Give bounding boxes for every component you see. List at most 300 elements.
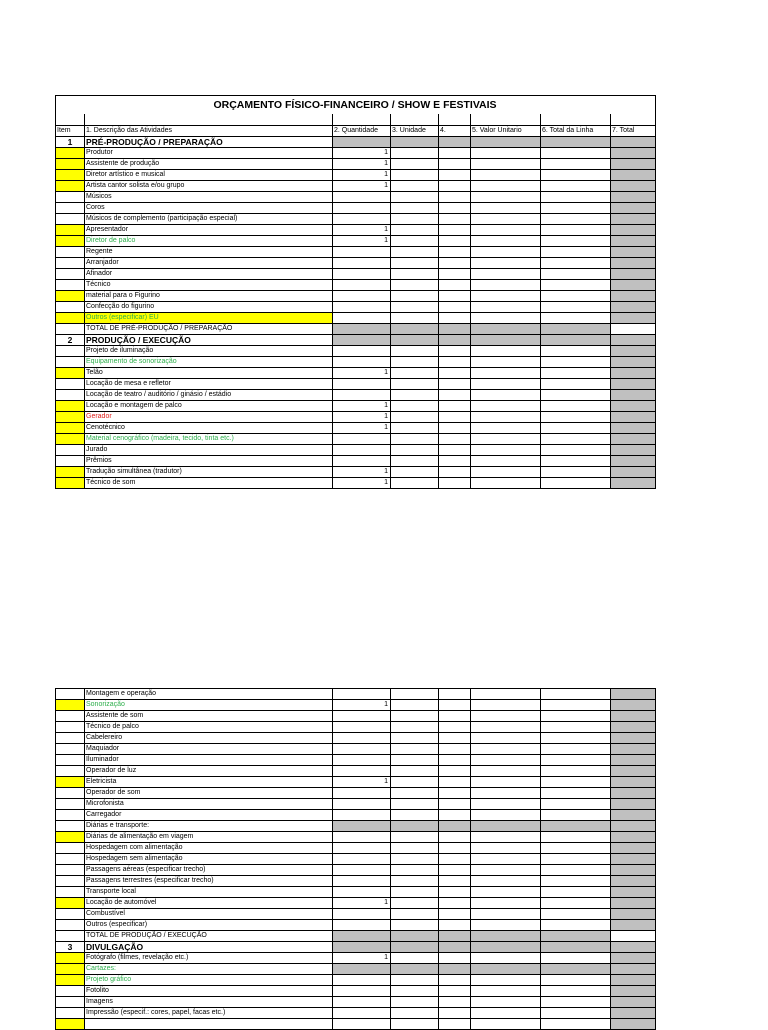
unit-value-cell[interactable] xyxy=(471,379,541,390)
unit-value-cell[interactable] xyxy=(471,192,541,203)
line-total-cell[interactable] xyxy=(541,148,611,159)
unit-value-cell[interactable] xyxy=(471,909,541,920)
quantity-cell[interactable] xyxy=(333,1008,391,1019)
unit-value-cell[interactable] xyxy=(471,181,541,192)
unit-cell[interactable] xyxy=(391,733,439,744)
quantity-cell[interactable]: 1 xyxy=(333,225,391,236)
unit-cell[interactable] xyxy=(391,379,439,390)
line-total-cell[interactable] xyxy=(541,225,611,236)
quantity-cell[interactable] xyxy=(333,214,391,225)
unit-cell[interactable] xyxy=(391,346,439,357)
unit-value-cell[interactable] xyxy=(471,975,541,986)
quantity-cell[interactable]: 1 xyxy=(333,181,391,192)
quantity-cell[interactable]: 1 xyxy=(333,478,391,489)
quantity-cell[interactable] xyxy=(333,445,391,456)
total-cell[interactable] xyxy=(611,148,656,159)
col4-cell[interactable] xyxy=(439,1008,471,1019)
line-total-cell[interactable] xyxy=(541,876,611,887)
col4-cell[interactable] xyxy=(439,456,471,467)
total-cell[interactable] xyxy=(611,799,656,810)
col4-cell[interactable] xyxy=(439,346,471,357)
total-cell[interactable] xyxy=(611,170,656,181)
quantity-cell[interactable] xyxy=(333,379,391,390)
unit-value-cell[interactable] xyxy=(471,1019,541,1030)
total-cell[interactable] xyxy=(611,997,656,1008)
unit-value-cell[interactable] xyxy=(471,788,541,799)
col4-cell[interactable] xyxy=(439,876,471,887)
col4-cell[interactable] xyxy=(439,799,471,810)
quantity-cell[interactable] xyxy=(333,346,391,357)
unit-cell[interactable] xyxy=(391,821,439,832)
unit-value-cell[interactable] xyxy=(471,390,541,401)
unit-value-cell[interactable] xyxy=(471,689,541,700)
col4-cell[interactable] xyxy=(439,755,471,766)
quantity-cell[interactable]: 1 xyxy=(333,412,391,423)
total-cell[interactable] xyxy=(611,975,656,986)
unit-value-cell[interactable] xyxy=(471,214,541,225)
line-total-cell[interactable] xyxy=(541,799,611,810)
line-total-cell[interactable] xyxy=(541,997,611,1008)
unit-value-cell[interactable] xyxy=(471,700,541,711)
line-total-cell[interactable] xyxy=(541,920,611,931)
col4-cell[interactable] xyxy=(439,975,471,986)
line-total-cell[interactable] xyxy=(541,159,611,170)
col4-cell[interactable] xyxy=(439,832,471,843)
quantity-cell[interactable] xyxy=(333,799,391,810)
unit-cell[interactable] xyxy=(391,689,439,700)
total-cell[interactable] xyxy=(611,291,656,302)
line-total-cell[interactable] xyxy=(541,964,611,975)
total-cell[interactable] xyxy=(611,456,656,467)
line-total-cell[interactable] xyxy=(541,865,611,876)
total-cell[interactable] xyxy=(611,445,656,456)
unit-cell[interactable] xyxy=(391,302,439,313)
unit-value-cell[interactable] xyxy=(471,755,541,766)
unit-value-cell[interactable] xyxy=(471,711,541,722)
total-cell[interactable] xyxy=(611,909,656,920)
col4-cell[interactable] xyxy=(439,203,471,214)
unit-cell[interactable] xyxy=(391,324,439,335)
col4-cell[interactable] xyxy=(439,909,471,920)
col4-cell[interactable] xyxy=(439,401,471,412)
total-cell[interactable] xyxy=(611,335,656,346)
quantity-cell[interactable] xyxy=(333,788,391,799)
line-total-cell[interactable] xyxy=(541,711,611,722)
col4-cell[interactable] xyxy=(439,898,471,909)
quantity-cell[interactable] xyxy=(333,810,391,821)
unit-value-cell[interactable] xyxy=(471,225,541,236)
unit-cell[interactable] xyxy=(391,192,439,203)
col4-cell[interactable] xyxy=(439,766,471,777)
line-total-cell[interactable] xyxy=(541,953,611,964)
unit-cell[interactable] xyxy=(391,810,439,821)
total-cell[interactable] xyxy=(611,423,656,434)
total-cell[interactable] xyxy=(611,302,656,313)
total-cell[interactable] xyxy=(611,777,656,788)
unit-value-cell[interactable] xyxy=(471,986,541,997)
quantity-cell[interactable] xyxy=(333,203,391,214)
unit-value-cell[interactable] xyxy=(471,324,541,335)
unit-cell[interactable] xyxy=(391,711,439,722)
quantity-cell[interactable] xyxy=(333,247,391,258)
quantity-cell[interactable] xyxy=(333,258,391,269)
unit-cell[interactable] xyxy=(391,423,439,434)
total-cell[interactable] xyxy=(611,1008,656,1019)
line-total-cell[interactable] xyxy=(541,357,611,368)
quantity-cell[interactable] xyxy=(333,986,391,997)
unit-cell[interactable] xyxy=(391,722,439,733)
unit-cell[interactable] xyxy=(391,434,439,445)
unit-cell[interactable] xyxy=(391,456,439,467)
quantity-cell[interactable] xyxy=(333,390,391,401)
unit-cell[interactable] xyxy=(391,876,439,887)
quantity-cell[interactable] xyxy=(333,313,391,324)
line-total-cell[interactable] xyxy=(541,236,611,247)
line-total-cell[interactable] xyxy=(541,401,611,412)
unit-cell[interactable] xyxy=(391,887,439,898)
line-total-cell[interactable] xyxy=(541,137,611,148)
total-cell[interactable] xyxy=(611,733,656,744)
total-cell[interactable] xyxy=(611,986,656,997)
total-cell[interactable] xyxy=(611,467,656,478)
line-total-cell[interactable] xyxy=(541,170,611,181)
unit-value-cell[interactable] xyxy=(471,876,541,887)
quantity-cell[interactable] xyxy=(333,876,391,887)
quantity-cell[interactable] xyxy=(333,722,391,733)
unit-value-cell[interactable] xyxy=(471,401,541,412)
col4-cell[interactable] xyxy=(439,854,471,865)
unit-value-cell[interactable] xyxy=(471,887,541,898)
total-cell[interactable] xyxy=(611,203,656,214)
unit-value-cell[interactable] xyxy=(471,302,541,313)
col4-cell[interactable] xyxy=(439,445,471,456)
col4-cell[interactable] xyxy=(439,313,471,324)
unit-value-cell[interactable] xyxy=(471,854,541,865)
col4-cell[interactable] xyxy=(439,247,471,258)
unit-cell[interactable] xyxy=(391,280,439,291)
unit-cell[interactable] xyxy=(391,236,439,247)
col4-cell[interactable] xyxy=(439,478,471,489)
line-total-cell[interactable] xyxy=(541,766,611,777)
quantity-cell[interactable] xyxy=(333,269,391,280)
line-total-cell[interactable] xyxy=(541,777,611,788)
total-cell[interactable] xyxy=(611,346,656,357)
quantity-cell[interactable]: 1 xyxy=(333,953,391,964)
total-cell[interactable] xyxy=(611,401,656,412)
quantity-cell[interactable]: 1 xyxy=(333,368,391,379)
total-cell[interactable] xyxy=(611,269,656,280)
col4-cell[interactable] xyxy=(439,986,471,997)
unit-cell[interactable] xyxy=(391,181,439,192)
unit-value-cell[interactable] xyxy=(471,170,541,181)
col4-cell[interactable] xyxy=(439,821,471,832)
unit-cell[interactable] xyxy=(391,401,439,412)
unit-cell[interactable] xyxy=(391,412,439,423)
col4-cell[interactable] xyxy=(439,997,471,1008)
total-cell[interactable] xyxy=(611,236,656,247)
unit-value-cell[interactable] xyxy=(471,843,541,854)
line-total-cell[interactable] xyxy=(541,1008,611,1019)
unit-cell[interactable] xyxy=(391,225,439,236)
total-cell[interactable] xyxy=(611,324,656,335)
quantity-cell[interactable] xyxy=(333,975,391,986)
unit-cell[interactable] xyxy=(391,997,439,1008)
unit-cell[interactable] xyxy=(391,986,439,997)
line-total-cell[interactable] xyxy=(541,898,611,909)
quantity-cell[interactable]: 1 xyxy=(333,159,391,170)
line-total-cell[interactable] xyxy=(541,942,611,953)
unit-cell[interactable] xyxy=(391,313,439,324)
unit-value-cell[interactable] xyxy=(471,456,541,467)
quantity-cell[interactable] xyxy=(333,755,391,766)
line-total-cell[interactable] xyxy=(541,203,611,214)
total-cell[interactable] xyxy=(611,887,656,898)
line-total-cell[interactable] xyxy=(541,445,611,456)
quantity-cell[interactable] xyxy=(333,335,391,346)
unit-value-cell[interactable] xyxy=(471,269,541,280)
total-cell[interactable] xyxy=(611,722,656,733)
unit-value-cell[interactable] xyxy=(471,368,541,379)
col4-cell[interactable] xyxy=(439,269,471,280)
col4-cell[interactable] xyxy=(439,942,471,953)
unit-cell[interactable] xyxy=(391,832,439,843)
line-total-cell[interactable] xyxy=(541,887,611,898)
col4-cell[interactable] xyxy=(439,744,471,755)
unit-value-cell[interactable] xyxy=(471,445,541,456)
unit-cell[interactable] xyxy=(391,368,439,379)
total-cell[interactable] xyxy=(611,192,656,203)
unit-cell[interactable] xyxy=(391,975,439,986)
total-cell[interactable] xyxy=(611,854,656,865)
quantity-cell[interactable] xyxy=(333,689,391,700)
line-total-cell[interactable] xyxy=(541,700,611,711)
unit-value-cell[interactable] xyxy=(471,920,541,931)
unit-cell[interactable] xyxy=(391,898,439,909)
total-cell[interactable] xyxy=(611,766,656,777)
unit-cell[interactable] xyxy=(391,854,439,865)
col4-cell[interactable] xyxy=(439,390,471,401)
total-cell[interactable] xyxy=(611,898,656,909)
quantity-cell[interactable] xyxy=(333,843,391,854)
unit-value-cell[interactable] xyxy=(471,931,541,942)
total-cell[interactable] xyxy=(611,1019,656,1030)
total-cell[interactable] xyxy=(611,865,656,876)
col4-cell[interactable] xyxy=(439,181,471,192)
unit-cell[interactable] xyxy=(391,1008,439,1019)
unit-cell[interactable] xyxy=(391,1019,439,1030)
unit-value-cell[interactable] xyxy=(471,777,541,788)
unit-value-cell[interactable] xyxy=(471,1008,541,1019)
col4-cell[interactable] xyxy=(439,843,471,854)
unit-cell[interactable] xyxy=(391,865,439,876)
quantity-cell[interactable] xyxy=(333,887,391,898)
quantity-cell[interactable]: 1 xyxy=(333,423,391,434)
quantity-cell[interactable]: 1 xyxy=(333,898,391,909)
total-cell[interactable] xyxy=(611,478,656,489)
col4-cell[interactable] xyxy=(439,423,471,434)
unit-value-cell[interactable] xyxy=(471,434,541,445)
quantity-cell[interactable]: 1 xyxy=(333,148,391,159)
col4-cell[interactable] xyxy=(439,335,471,346)
quantity-cell[interactable] xyxy=(333,291,391,302)
col4-cell[interactable] xyxy=(439,236,471,247)
unit-cell[interactable] xyxy=(391,799,439,810)
total-cell[interactable] xyxy=(611,755,656,766)
unit-cell[interactable] xyxy=(391,291,439,302)
col4-cell[interactable] xyxy=(439,865,471,876)
col4-cell[interactable] xyxy=(439,887,471,898)
unit-value-cell[interactable] xyxy=(471,997,541,1008)
total-cell[interactable] xyxy=(611,920,656,931)
unit-value-cell[interactable] xyxy=(471,357,541,368)
col4-cell[interactable] xyxy=(439,258,471,269)
unit-value-cell[interactable] xyxy=(471,335,541,346)
quantity-cell[interactable] xyxy=(333,766,391,777)
unit-cell[interactable] xyxy=(391,931,439,942)
line-total-cell[interactable] xyxy=(541,744,611,755)
quantity-cell[interactable] xyxy=(333,909,391,920)
line-total-cell[interactable] xyxy=(541,368,611,379)
line-total-cell[interactable] xyxy=(541,467,611,478)
col4-cell[interactable] xyxy=(439,931,471,942)
unit-cell[interactable] xyxy=(391,170,439,181)
total-cell[interactable] xyxy=(611,390,656,401)
unit-value-cell[interactable] xyxy=(471,733,541,744)
unit-value-cell[interactable] xyxy=(471,953,541,964)
total-cell[interactable] xyxy=(611,379,656,390)
col4-cell[interactable] xyxy=(439,810,471,821)
quantity-cell[interactable] xyxy=(333,192,391,203)
line-total-cell[interactable] xyxy=(541,412,611,423)
line-total-cell[interactable] xyxy=(541,346,611,357)
unit-value-cell[interactable] xyxy=(471,291,541,302)
total-cell[interactable] xyxy=(611,832,656,843)
total-cell[interactable] xyxy=(611,711,656,722)
unit-value-cell[interactable] xyxy=(471,247,541,258)
line-total-cell[interactable] xyxy=(541,1019,611,1030)
unit-cell[interactable] xyxy=(391,700,439,711)
unit-cell[interactable] xyxy=(391,335,439,346)
total-cell[interactable] xyxy=(611,843,656,854)
total-cell[interactable] xyxy=(611,942,656,953)
unit-value-cell[interactable] xyxy=(471,423,541,434)
unit-value-cell[interactable] xyxy=(471,821,541,832)
unit-value-cell[interactable] xyxy=(471,412,541,423)
line-total-cell[interactable] xyxy=(541,335,611,346)
unit-value-cell[interactable] xyxy=(471,744,541,755)
line-total-cell[interactable] xyxy=(541,788,611,799)
quantity-cell[interactable]: 1 xyxy=(333,467,391,478)
col4-cell[interactable] xyxy=(439,700,471,711)
total-cell[interactable] xyxy=(611,258,656,269)
col4-cell[interactable] xyxy=(439,920,471,931)
total-cell[interactable] xyxy=(611,412,656,423)
total-cell[interactable] xyxy=(611,214,656,225)
unit-cell[interactable] xyxy=(391,247,439,258)
col4-cell[interactable] xyxy=(439,788,471,799)
line-total-cell[interactable] xyxy=(541,269,611,280)
line-total-cell[interactable] xyxy=(541,379,611,390)
col4-cell[interactable] xyxy=(439,148,471,159)
quantity-cell[interactable]: 1 xyxy=(333,777,391,788)
col4-cell[interactable] xyxy=(439,379,471,390)
total-cell[interactable] xyxy=(611,357,656,368)
line-total-cell[interactable] xyxy=(541,313,611,324)
unit-cell[interactable] xyxy=(391,357,439,368)
col4-cell[interactable] xyxy=(439,412,471,423)
unit-cell[interactable] xyxy=(391,390,439,401)
total-cell[interactable] xyxy=(611,810,656,821)
unit-value-cell[interactable] xyxy=(471,137,541,148)
line-total-cell[interactable] xyxy=(541,258,611,269)
unit-value-cell[interactable] xyxy=(471,313,541,324)
line-total-cell[interactable] xyxy=(541,434,611,445)
line-total-cell[interactable] xyxy=(541,324,611,335)
total-cell[interactable] xyxy=(611,964,656,975)
col4-cell[interactable] xyxy=(439,964,471,975)
quantity-cell[interactable] xyxy=(333,456,391,467)
total-cell[interactable] xyxy=(611,744,656,755)
col4-cell[interactable] xyxy=(439,711,471,722)
unit-cell[interactable] xyxy=(391,909,439,920)
line-total-cell[interactable] xyxy=(541,302,611,313)
col4-cell[interactable] xyxy=(439,159,471,170)
total-cell[interactable] xyxy=(611,876,656,887)
unit-cell[interactable] xyxy=(391,269,439,280)
total-cell[interactable] xyxy=(611,159,656,170)
line-total-cell[interactable] xyxy=(541,722,611,733)
unit-cell[interactable] xyxy=(391,137,439,148)
unit-value-cell[interactable] xyxy=(471,832,541,843)
unit-cell[interactable] xyxy=(391,777,439,788)
unit-value-cell[interactable] xyxy=(471,148,541,159)
col4-cell[interactable] xyxy=(439,689,471,700)
unit-value-cell[interactable] xyxy=(471,258,541,269)
line-total-cell[interactable] xyxy=(541,181,611,192)
col4-cell[interactable] xyxy=(439,733,471,744)
line-total-cell[interactable] xyxy=(541,478,611,489)
quantity-cell[interactable] xyxy=(333,137,391,148)
total-cell[interactable] xyxy=(611,434,656,445)
line-total-cell[interactable] xyxy=(541,291,611,302)
line-total-cell[interactable] xyxy=(541,214,611,225)
unit-value-cell[interactable] xyxy=(471,236,541,247)
col4-cell[interactable] xyxy=(439,777,471,788)
total-cell[interactable] xyxy=(611,953,656,964)
line-total-cell[interactable] xyxy=(541,733,611,744)
line-total-cell[interactable] xyxy=(541,755,611,766)
unit-value-cell[interactable] xyxy=(471,203,541,214)
col4-cell[interactable] xyxy=(439,280,471,291)
total-cell[interactable] xyxy=(611,700,656,711)
quantity-cell[interactable] xyxy=(333,942,391,953)
quantity-cell[interactable] xyxy=(333,744,391,755)
unit-cell[interactable] xyxy=(391,964,439,975)
line-total-cell[interactable] xyxy=(541,821,611,832)
col4-cell[interactable] xyxy=(439,225,471,236)
unit-value-cell[interactable] xyxy=(471,898,541,909)
unit-cell[interactable] xyxy=(391,788,439,799)
line-total-cell[interactable] xyxy=(541,931,611,942)
col4-cell[interactable] xyxy=(439,1019,471,1030)
total-cell[interactable] xyxy=(611,788,656,799)
col4-cell[interactable] xyxy=(439,302,471,313)
unit-cell[interactable] xyxy=(391,843,439,854)
unit-cell[interactable] xyxy=(391,214,439,225)
quantity-cell[interactable] xyxy=(333,931,391,942)
line-total-cell[interactable] xyxy=(541,689,611,700)
unit-cell[interactable] xyxy=(391,148,439,159)
